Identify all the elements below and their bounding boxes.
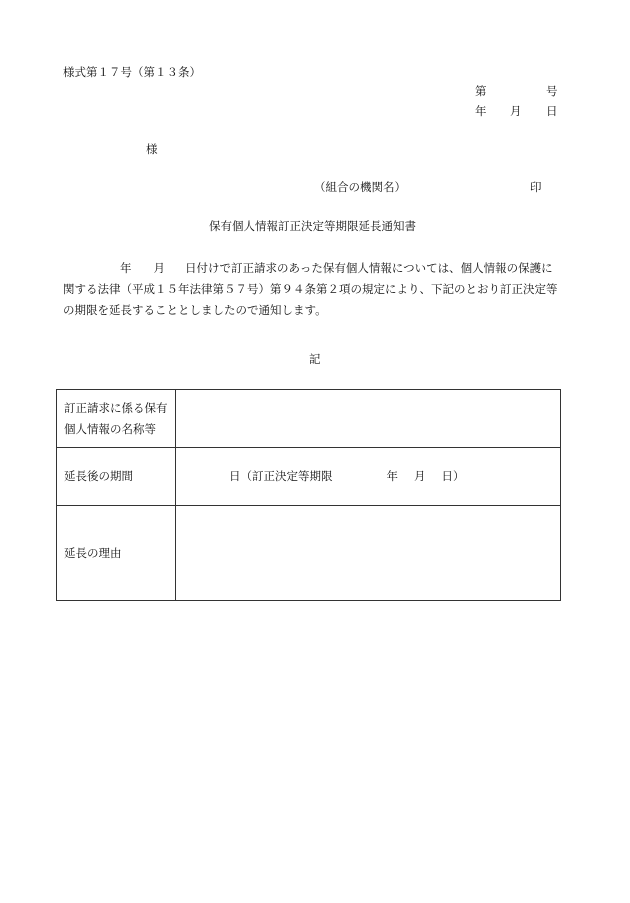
period-day: 日）: [441, 469, 465, 483]
info-name-label-line-2: 個人情報の名称等: [64, 421, 156, 436]
table-row: [57, 390, 561, 448]
doc-number-prefix: 第: [475, 84, 487, 98]
period-year: 年: [386, 469, 398, 483]
addressee-suffix: 様: [146, 142, 158, 156]
date-day: 日: [546, 104, 558, 118]
table-row: [57, 506, 561, 601]
date-year: 年: [475, 104, 487, 118]
document-title: 保有個人情報訂正決定等期限延長通知書: [209, 219, 416, 233]
body-line-1-text: 日付けで訂正請求のあった保有個人情報については、個人情報の保護に: [185, 261, 553, 275]
sender-org: （組合の機関名）: [314, 180, 406, 194]
ki-heading: 記: [309, 352, 321, 366]
seal-mark: 印: [530, 180, 542, 194]
body-line-2: 関する法律（平成１５年法律第５７号）第９４条第２項の規定により、下記のとおり訂正決定等: [63, 282, 558, 296]
notice-body: [63, 258, 573, 321]
body-date-month: 月: [153, 261, 165, 275]
info-name-value[interactable]: [176, 390, 561, 448]
details-table: [56, 389, 561, 601]
info-name-label: [57, 390, 176, 448]
body-date-year: 年: [120, 261, 132, 275]
table-row: [57, 448, 561, 506]
period-days: 日（訂正決定等期限: [229, 469, 333, 483]
body-line-3: の期限を延長することとしましたので通知します。: [63, 303, 327, 317]
extended-period-label: 延長後の期間: [57, 448, 176, 506]
extended-period-value[interactable]: [176, 448, 561, 506]
body-line-1: [63, 258, 573, 279]
doc-number-suffix: 号: [546, 84, 558, 98]
date-month: 月: [510, 104, 522, 118]
extension-reason-value[interactable]: [176, 506, 561, 601]
info-name-label-line-1: 訂正請求に係る保有: [64, 400, 168, 415]
extension-reason-label: 延長の理由: [57, 506, 176, 601]
period-month: 月: [414, 469, 426, 483]
form-number: 様式第１７号（第１３条）: [63, 65, 201, 79]
